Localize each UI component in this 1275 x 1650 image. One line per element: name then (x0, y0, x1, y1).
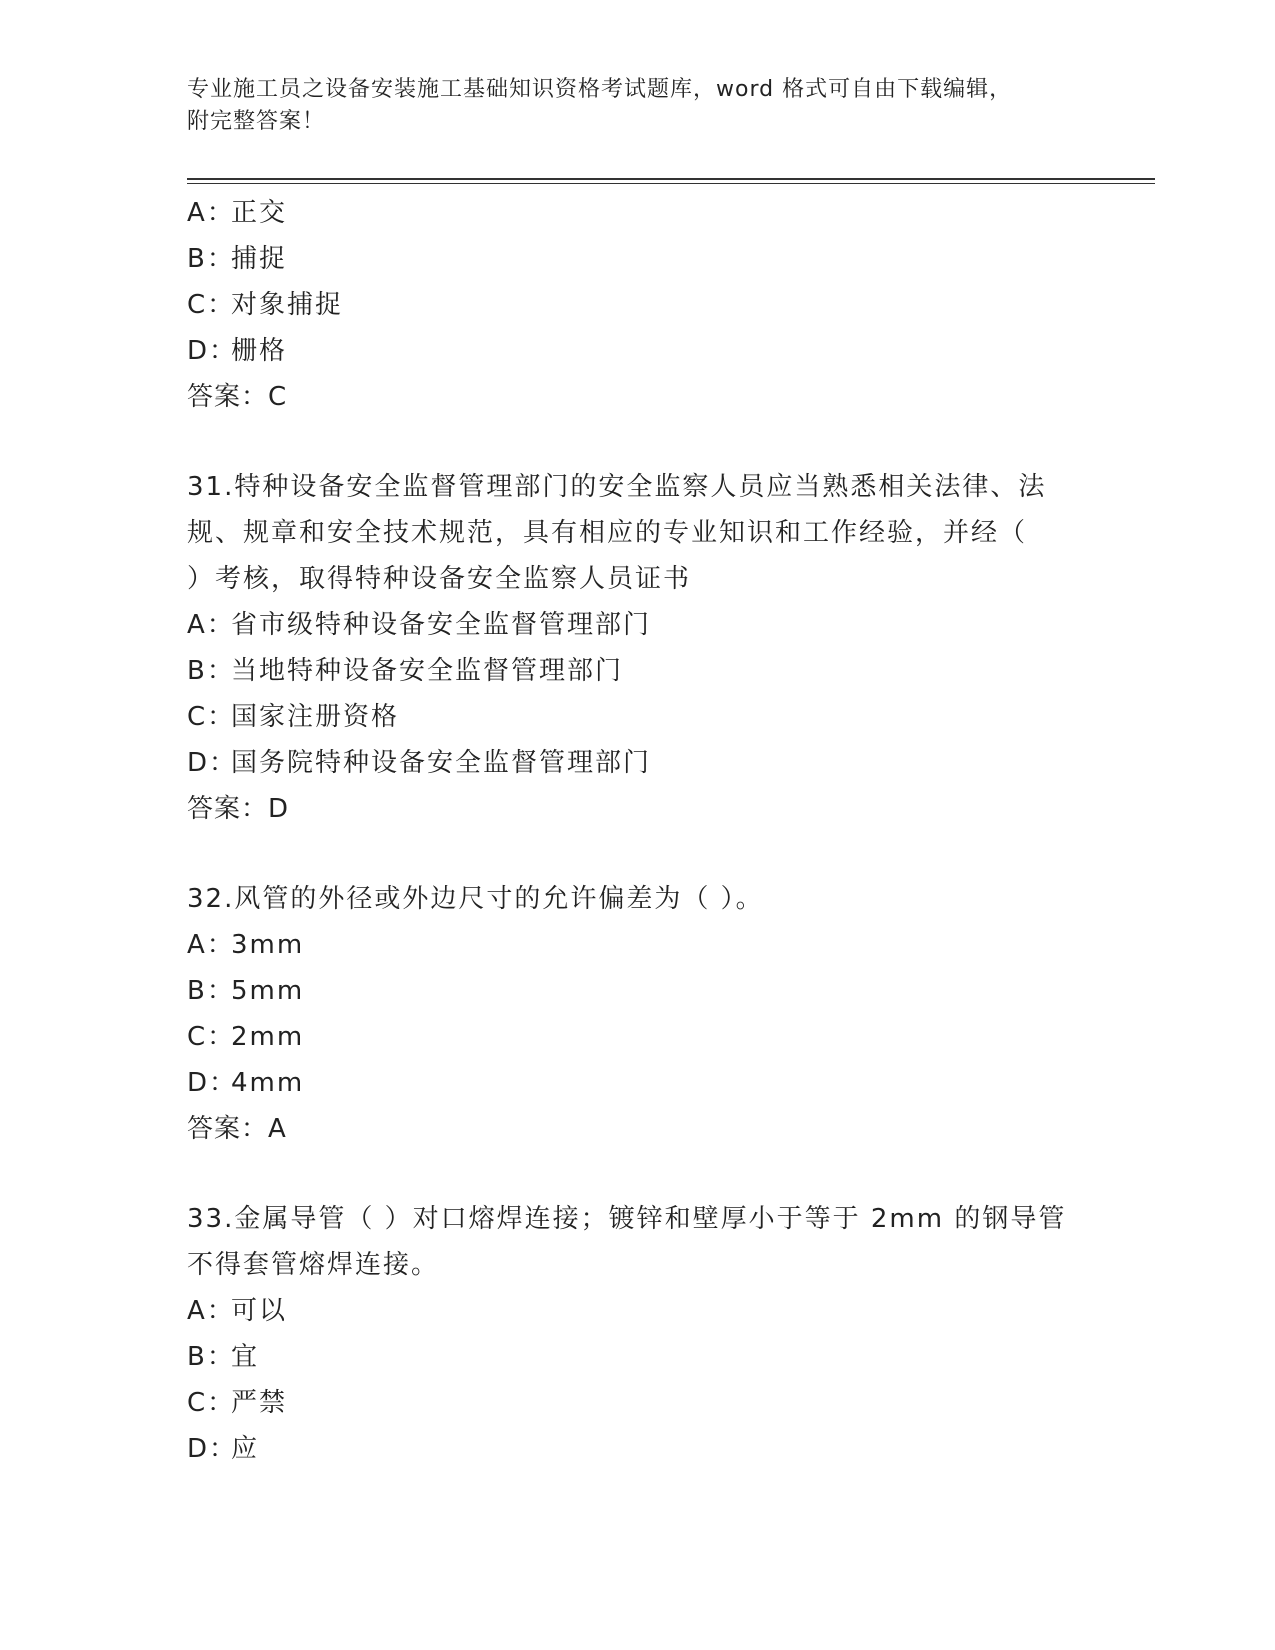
option-d: D：栅格 (187, 336, 288, 366)
answer: 答案：D (187, 794, 290, 824)
option-d: D：4mm (187, 1068, 305, 1098)
question-text-line: 31.特种设备安全监督管理部门的安全监察人员应当熟悉相关法律、法 (187, 472, 1047, 502)
question-33 (187, 1196, 1087, 1472)
option-c: C：对象捕捉 (187, 290, 344, 320)
option-d: D：国务院特种设备安全监督管理部门 (187, 748, 652, 778)
option-a: A：正交 (187, 198, 288, 228)
answer: 答案：C (187, 382, 288, 412)
option-b: B：当地特种设备安全监督管理部门 (187, 656, 624, 686)
option-b: B：5mm (187, 976, 305, 1006)
question-text-line: ）考核，取得特种设备安全监察人员证书 (187, 564, 692, 594)
option-b: B：捕捉 (187, 244, 288, 274)
option-a: A：省市级特种设备安全监督管理部门 (187, 610, 652, 640)
question-32 (187, 876, 1087, 1152)
option-c: C：国家注册资格 (187, 702, 400, 732)
option-b: B：宜 (187, 1342, 260, 1372)
option-d: D：应 (187, 1434, 260, 1464)
question-text-line: 不得套管熔焊连接。 (187, 1250, 440, 1280)
option-c: C：严禁 (187, 1388, 288, 1418)
header-divider-thin (187, 183, 1155, 184)
answer: 答案：A (187, 1114, 287, 1144)
question-text-line: 33.金属导管（ ）对口熔焊连接；镀锌和壁厚小于等于 2mm 的钢导管 (187, 1204, 1067, 1234)
header-divider-thick (187, 178, 1155, 180)
question-30 (187, 190, 1087, 420)
header-line-1: 专业施工员之设备安装施工基础知识资格考试题库，word 格式可自由下载编辑， (187, 77, 1013, 102)
question-text-line: 32.风管的外径或外边尺寸的允许偏差为（ ）。 (187, 884, 764, 914)
question-text-line: 规、规章和安全技术规范，具有相应的专业知识和工作经验，并经（ (187, 518, 1028, 548)
question-31 (187, 464, 1087, 832)
header-line-2: 附完整答案！ (187, 109, 326, 134)
option-a: A：3mm (187, 930, 305, 960)
option-c: C：2mm (187, 1022, 305, 1052)
document-header (187, 74, 1077, 138)
option-a: A：可以 (187, 1296, 288, 1326)
question-list (187, 190, 1087, 1472)
